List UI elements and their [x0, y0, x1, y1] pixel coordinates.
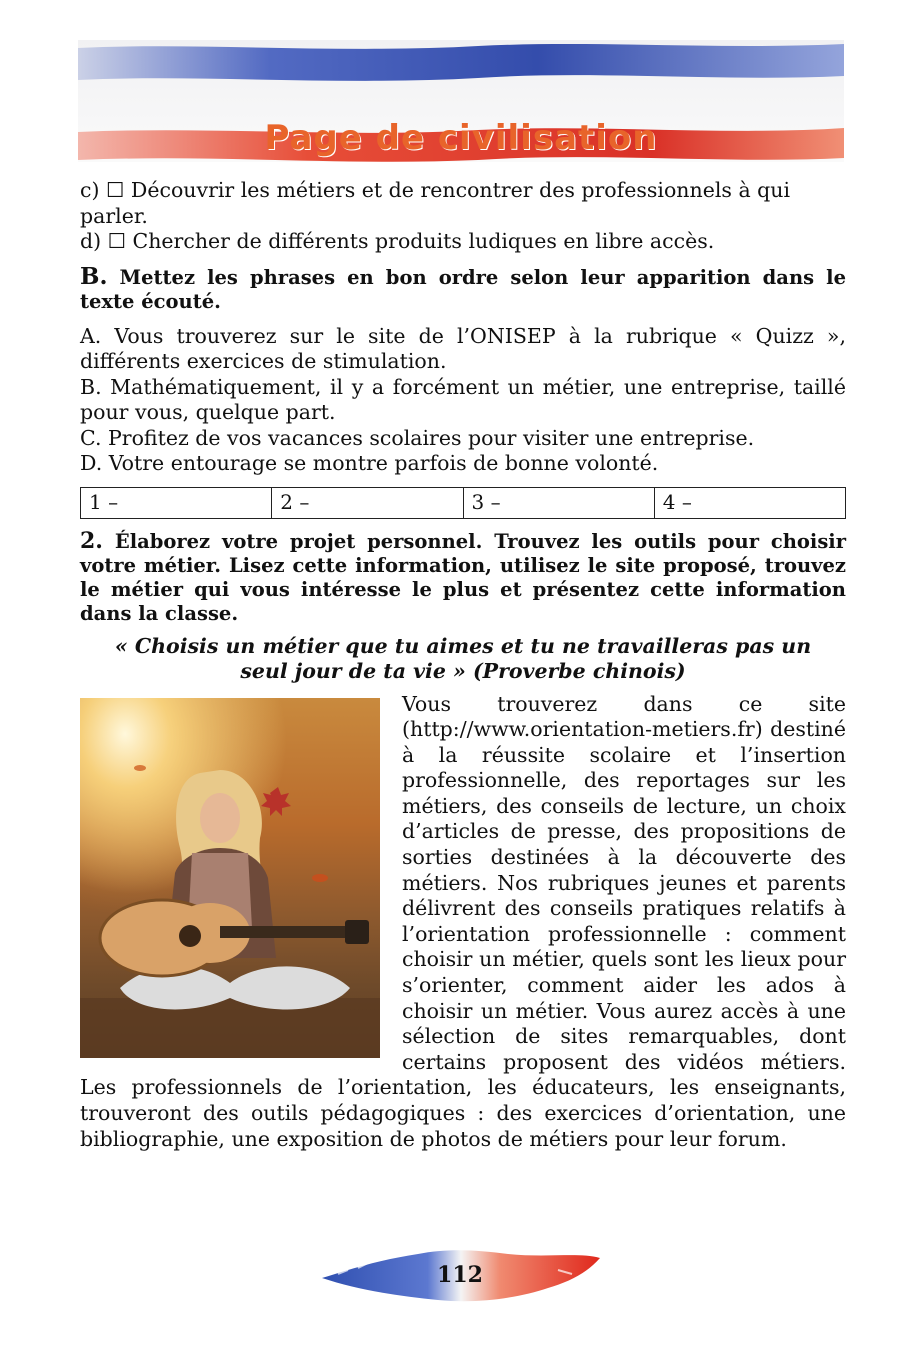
option-c: c) ☐ Découvrir les métiers et de rencontrer des professionnels à qui parler.	[80, 178, 791, 228]
answer-cell-1[interactable]: 1 –	[81, 487, 272, 518]
proverb-quote: « Choisis un métier que tu aimes et tu ne travailleras pas un seul jour de ta vie » (Proverbe chinois)	[114, 633, 812, 683]
article-text: Vous trouverez dans ce site (http://www.orientation-metiers.fr) destiné à la réussite scolaire et l’insertion professionnelle, des reportages sur les métiers, des conseils de lecture, un choix d’articles de presse, des propositions de sorties destinées à la découverte des métiers. Nos rubriques jeunes et parents délivrent des conseils pratiques relatifs à l’orientation professionnelle : comment choisir un métier, quels sont les lieux pour s’orienter, comment aider les ados à choisir un métier. Vous aurez accès à une sélection de sites remarquables, dont certains proposent des vidéos métiers. Les professionnels de l’orientation, les éducateurs, les enseignants, trouveront des outils pédagogiques : des exercices d’orientation, une bibliographie, une exposition de photos de métiers pour leur forum.	[80, 691, 846, 1151]
page-footer	[318, 1240, 602, 1308]
section-b-instruction: Mettez les phrases en bon ordre selon leur apparition dans le texte écouté.	[80, 265, 846, 313]
page-number: 112	[437, 1262, 483, 1288]
answer-cell-4[interactable]: 4 –	[654, 487, 845, 518]
photo-illustration	[80, 698, 380, 1058]
task-2-heading	[80, 529, 846, 626]
page-content	[80, 178, 846, 1152]
task-2-number: 2.	[80, 527, 103, 554]
article-block	[80, 692, 846, 1153]
answer-cell-3[interactable]: 3 –	[463, 487, 654, 518]
sentence-a: A. Vous trouverez sur le site de l’ONISEP à la rubrique « Quizz », différents exercices de stimulation.	[80, 323, 846, 373]
page-title: Page de civilisation	[264, 118, 658, 158]
section-b-heading	[80, 262, 846, 314]
answer-table	[80, 487, 846, 519]
sentence-d: D. Votre entourage se montre parfois de bonne volonté.	[80, 451, 659, 475]
sentence-list	[80, 324, 846, 477]
guitar-girl-photo	[80, 698, 380, 1058]
header-banner	[78, 40, 844, 162]
option-d: d) ☐ Chercher de différents produits ludiques en libre accès.	[80, 229, 715, 253]
sentence-b: B. Mathématiquement, il y a forcément un métier, une entreprise, taillé pour vous, quelque part.	[80, 374, 846, 424]
answer-row	[81, 487, 846, 518]
sentence-c: C. Profitez de vos vacances scolaires pour visiter une entreprise.	[80, 425, 755, 450]
answer-cell-2[interactable]: 2 –	[272, 487, 463, 518]
section-b-letter: B.	[80, 262, 108, 290]
task-2-instruction: Élaborez votre projet personnel. Trouvez les outils pour choisir votre métier. Lisez cette information, utilisez le site proposé, trouvez le métier qui vous intéresse le plus et présentez cette information dans la classe.	[80, 529, 846, 625]
